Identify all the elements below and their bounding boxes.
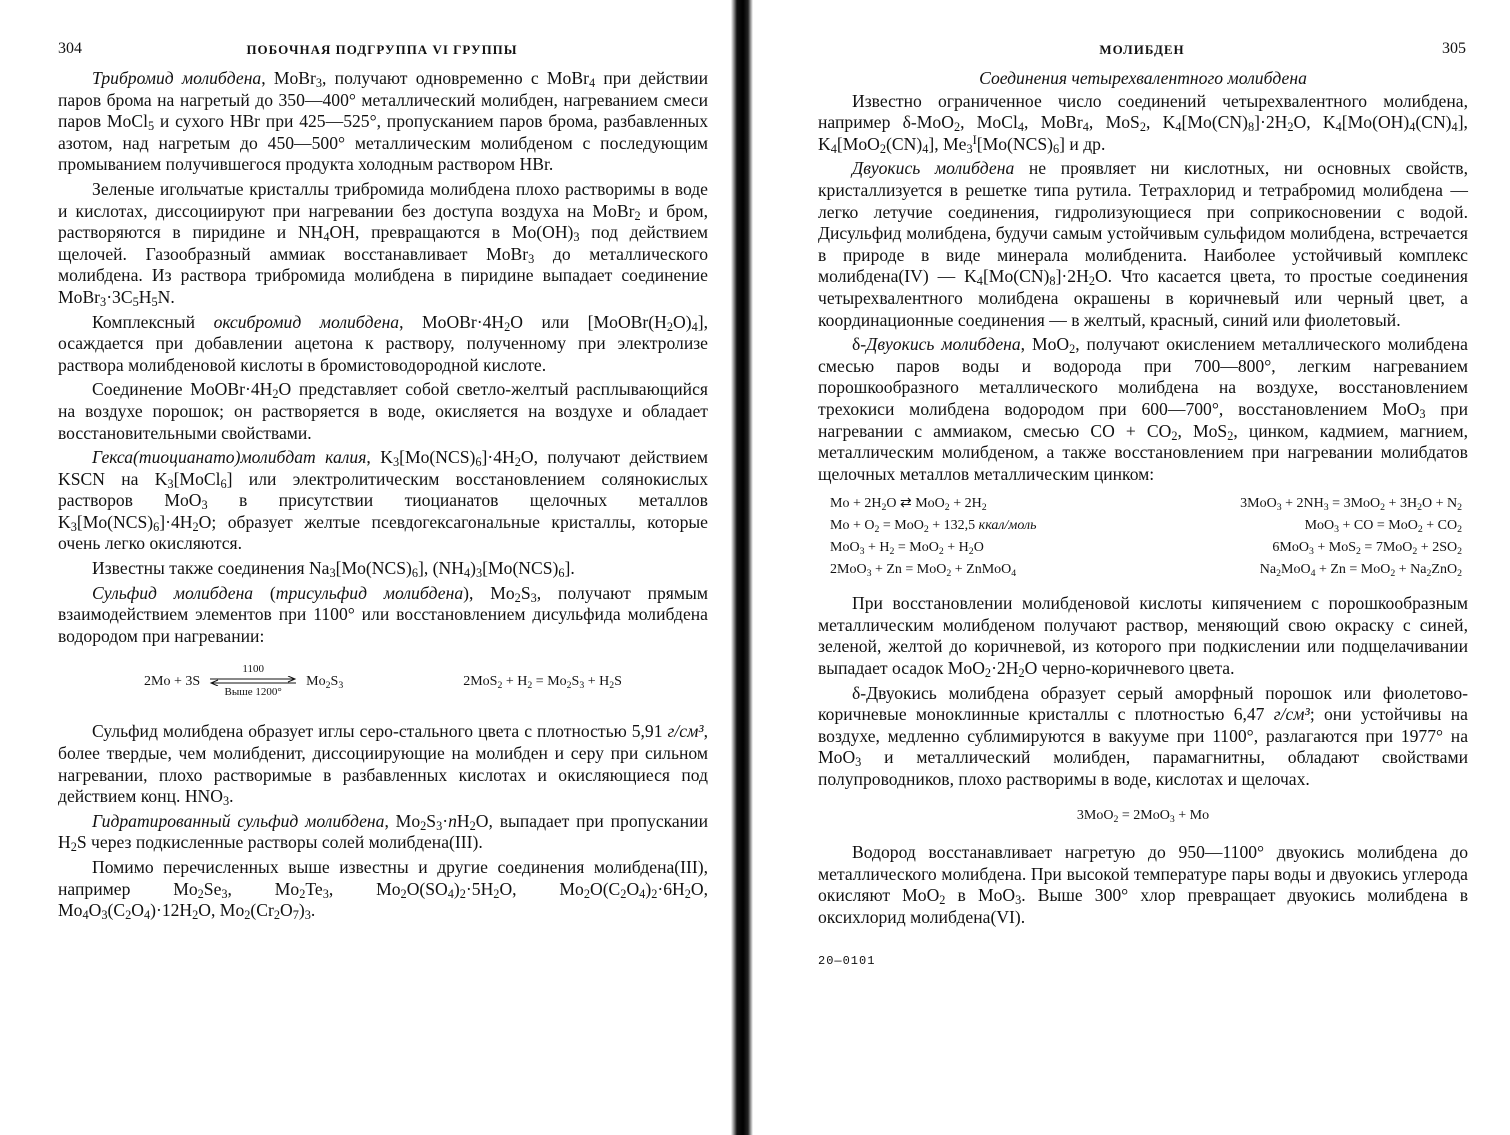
left-after-eq-paragraph-1: Сульфид молибдена образует иглы серо-стального цвета с плотностью 5,91 г/см³, более твердые, чем молибденит, диссоциирующие на молибден и серу при сильном нагревании, плохо растворимые в разбавленных кислотах и окисляющиеся под действием конц. $HNO_3$. bbox=[58, 721, 708, 809]
book-spine bbox=[731, 0, 753, 1135]
right-after-eq-paragraph-2: δ-Двуокись молибдена образует серый аморфный порошок или фиолетово-коричневые моноклинные кристаллы с плотностью 6,47 г/см³; они устойчивы на воздухе, медленно сублимируются в вакууме при 1100°, разлагаются при 1977° на MoO$_3$ и металлический молибден, парамагнитны, обладают свойствами полупроводников, плохо растворимы в воде, кислотах и щелочах. bbox=[818, 682, 1468, 790]
left-paragraph-6: Известны также соединения $Na_3[Mo(NCS)_6]$, $(NH_4)_3[Mo(NCS)_6]$. bbox=[92, 558, 575, 581]
equation: $MoO_3 + H_2 = MoO_2 + H_2O$ bbox=[830, 540, 984, 558]
equation: 2MoO$_3$ + Zn = MoO$_2$ + ZnMoO$_4$ bbox=[830, 562, 1017, 580]
equation: MoO$_3$ + CO = $MoO_2 + CO_2$ bbox=[1304, 518, 1462, 536]
arrow-lower-condition: Выше 1200° bbox=[224, 686, 282, 699]
left-paragraph-2: Зеленые игольчатые кристаллы трибромида молибдена плохо растворимы в воде и кислотах, диссоциируют при нагревании без доступа воздуха на MoBr$_2$ и бром, растворяются в пиридине и $NH_4OH$, превращаются в $Mo(OH)_3$ под действием щелочей. Газообразный аммиак восстанавливает MoBr$_3$ до металлического молибдена. Из раствора трибромида молибдена в пиридине выпадает соединение $MoBr_3\cdot 3C_5H_5N$. bbox=[58, 178, 709, 309]
equation-row bbox=[818, 559, 1468, 581]
equilibrium-equation bbox=[144, 663, 343, 699]
left-paragraph-5: Гекса(тиоцианато)молибдат калия, $K_3[Mo(NCS)_6]\cdot 4H_2O$, получают действием KSCN на $K_3[MoCl_6]$ или электролитическим восстановлением солянокислых растворов MoO$_3$ в присутствии тиоцианатов щелочных металлов $K_3[Mo(NCS)_6]\cdot 4H_2O$; образует желтые псевдогексагональные кристаллы, которые очень легко окисляются. bbox=[58, 447, 708, 554]
page-number-right: 305 bbox=[1442, 40, 1466, 57]
left-paragraph-4: Соединение $MoOBr\cdot 4H_2O$ представляет собой светло-желтый расплывающийся на воздухе порошок; он растворяется в воде, окисляется на воздухе и обладает восстановительными свойствами. bbox=[58, 379, 708, 443]
right-paragraph-2: Двуокись молибдена не проявляет ни кислотных, ни основных свойств, кристаллизуется в решетке типа рутила. Тетрахлорид и тетрабромид молибдена — легко летучие соединения, гидролизующиеся при соприкосновении с водой. Дисульфид молибдена, будучи самым устойчивым сульфидом молибдена, встречается в природе в виде минерала молибденита. Наиболее устойчивый комплекс молибдена(IV) — $K_4[Mo(CN)_8]\cdot 2H_2O$. Что касается цвета, то простые соединения четырехвалентного молибдена окрашены в коричневый или черный цвет, а координационные соединения — в желтый, красный, синий или фиолетовый. bbox=[818, 158, 1469, 330]
right-body-text bbox=[818, 68, 1468, 972]
right-final-paragraph-1: Водород восстанавливает нагретую до 950—1100° двуокись молибдена до металлического молибдена. При высокой температуре пары воды и двуокись углерода окисляют MoO$_2$ в MoO$_3$. Выше 300° хлор превращает двуокись молибдена в оксихлорид молибдена(VI). bbox=[818, 842, 1468, 927]
left-after-eq-paragraph-3: Помимо перечисленных выше известны и другие соединения молибдена(III), например $Mo_2Se_3$, $Mo_2Te_3$, $Mo_2O(SO_4)_2\cdot 5H_2O$, $Mo_2O(C_2O_4)_2\cdot 6H_2O$, $Mo_4O_3(C_2O_4)\cdot 12H_2O$, $Mo_2(Cr_2O_7)_3$. bbox=[58, 857, 708, 923]
right-after-eq-paragraph-1: При восстановлении молибденовой кислоты кипячением с порошкообразным металлическим молибденом получают раствор, меняющий свою окраску с синей, зеленой, желтой до коричневой, из которого при подкислении или подщелачивании выпадает осадок $MoO_2\cdot 2H_2O$ черно-коричневого цвета. bbox=[818, 593, 1468, 681]
reaction-equations bbox=[818, 493, 1468, 581]
left-paragraph-7: Сульфид молибдена (трисульфид молибдена), $Mo_2S_3$, получают прямым взаимодействием элементов при 1100° или восстановлением дисульфида молибдена водородом при нагревании: bbox=[58, 582, 708, 646]
right-paragraph-1: Известно ограниченное число соединений четырехвалентного молибдена, например δ-MoO$_2$, MoCl$_4$, MoBr$_4$, MoS$_2$, $K_4[Mo(CN)_8]\cdot 2H_2O$, $K_4[Mo(OH)_4(CN)_4]$, $K_4[MoO_2(CN)_4]$, $Me_3^I[Mo(NCS)_6]$ и др. bbox=[818, 90, 1468, 156]
running-head-left bbox=[58, 40, 706, 68]
section-subheading: Соединения четырехвалентного молибдена bbox=[979, 68, 1307, 88]
running-title-left: ПОБОЧНАЯ ПОДГРУППА VI ГРУППЫ bbox=[246, 42, 518, 57]
equation: $Mo + O_2 = MoO_2 + 132,5$ ккал/моль bbox=[830, 518, 1037, 536]
equation: $Mo + 2H_2O$ ⇄ $MoO_2 + 2H_2$ bbox=[830, 496, 987, 514]
signature-code: 20—0101 bbox=[818, 953, 876, 968]
equation-row bbox=[818, 515, 1468, 537]
right-page bbox=[760, 0, 1510, 1135]
right-paragraph-3: δ-Двуокись молибдена, MoO$_2$, получают окислением металлического молибдена смесью паров воды и водорода при 700—800°, легким нагреванием порошкообразного металлического молибдена на воздухе, восстановлением трехокиси молибдена водородом при 600—700°, восстановлением MoO$_3$ при нагревании с аммиаком, смесью CO + $CO_2$, MoS$_2$, цинком, кадмием, магнием, металлическим молибденом, а также восстановлением при нагревании молибдатов щелочных металлов металлическим цинком: bbox=[818, 334, 1469, 484]
arrow-upper-condition: 1100 bbox=[242, 663, 264, 676]
reduction-equation: $2MoS_2 + H_2 = Mo_2S_3 + H_2S$ bbox=[463, 673, 622, 691]
left-paragraph-3: Комплексный оксибромид молибдена, $MoOBr\cdot 4H_2O$ или $[MoOBr(H_2O)_4]$, осаждается при добавлении ацетона к раствору, полученному при электролизе раствора молибденовой кислоты в бромистоводородной кислоте. bbox=[58, 311, 708, 375]
left-paragraph-1: Трибромид молибдена, MoBr$_3$, получают одновременно с MoBr$_4$ при действии паров брома на нагретый до 350—400° металлический молибден, нагреванием смеси паров MoCl$_5$ и сухого HBr при 425—525°, пропусканием паров брома, разбавленных азотом, над нагретым до 450—500° металлическим молибденом с последующим промыванием получившегося продукта холодным раствором HBr. bbox=[58, 68, 708, 175]
equation-right-side: $Mo_2S_3$ bbox=[306, 673, 344, 691]
equilibrium-arrows bbox=[208, 663, 298, 699]
double-arrow-icon bbox=[208, 676, 298, 686]
equation-left-side: 2Mo + 3S bbox=[144, 673, 201, 689]
running-head-right bbox=[818, 40, 1466, 68]
equation-row bbox=[818, 493, 1468, 515]
left-body-text bbox=[58, 68, 708, 922]
equation-row bbox=[818, 537, 1468, 559]
sulfide-equations bbox=[58, 663, 708, 699]
equation: $6MoO_3 + MoS_2 = 7MoO_2 + 2SO_2$ bbox=[1272, 540, 1462, 558]
running-title-right: МОЛИБДЕН bbox=[1099, 42, 1185, 57]
equation: $Na_2MoO_4 + Zn = MoO_2 + Na_2ZnO_2$ bbox=[1259, 562, 1462, 580]
left-page bbox=[0, 0, 730, 1135]
disproportionation-equation: 3MoO$_2$ = 2MoO$_3$ + Mo bbox=[1076, 807, 1210, 825]
equation: $3MoO_3 + 2NH_3 = 3MoO_2 + 3H_2O + N_2$ bbox=[1240, 496, 1462, 514]
left-after-eq-paragraph-2: Гидратированный сульфид молибдена, $Mo_2S_3\cdot nH_2O$, выпадает при пропускании $H_2S$ через подкисленные растворы солей молибдена(III). bbox=[58, 810, 708, 855]
page-number-left: 304 bbox=[58, 40, 82, 57]
